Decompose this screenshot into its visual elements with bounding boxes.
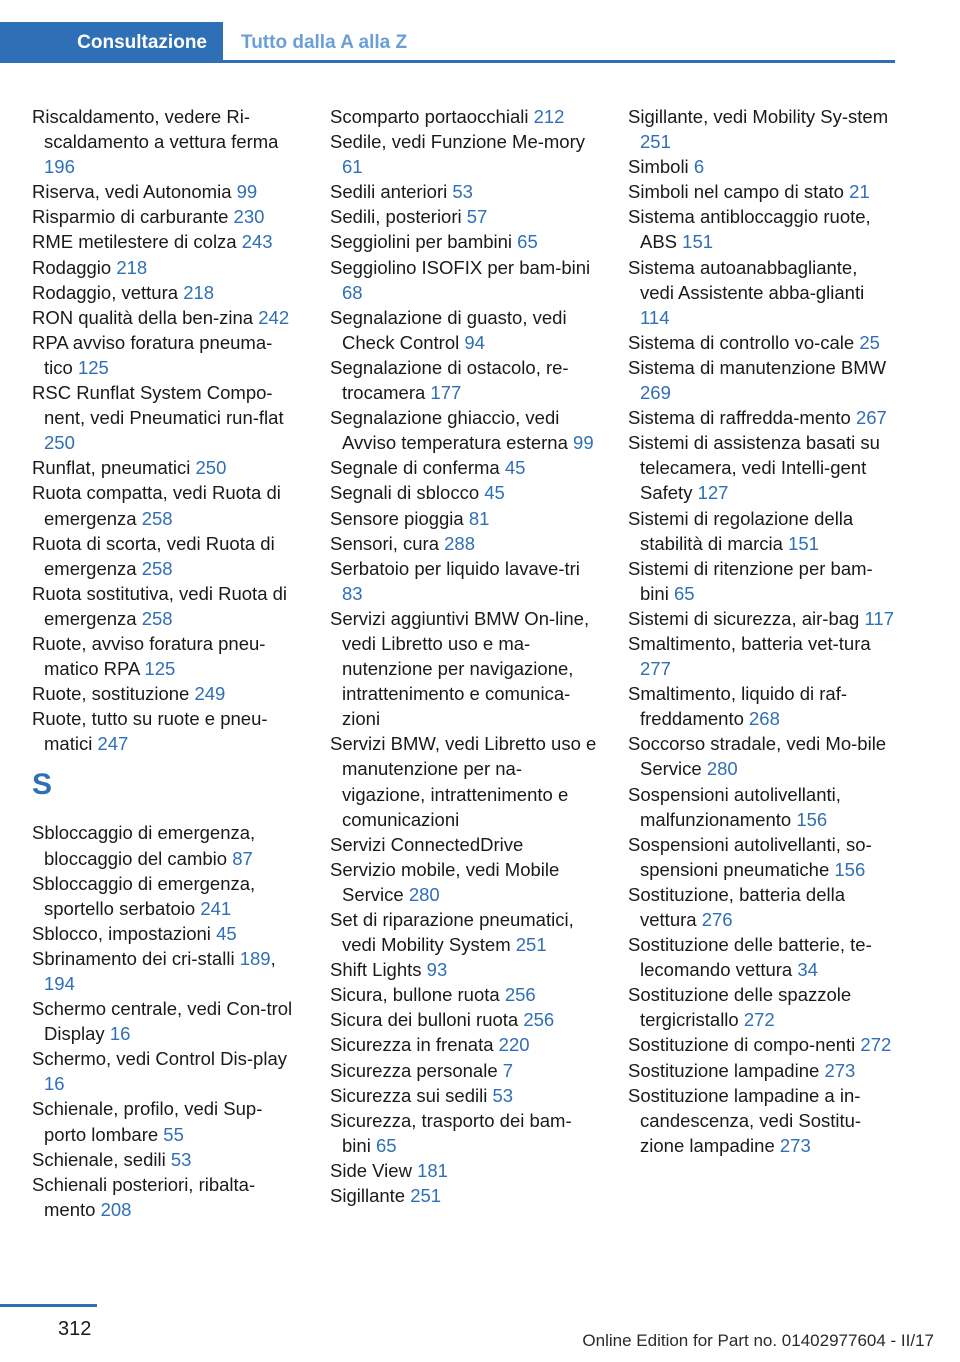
page-reference-link[interactable]: 276 xyxy=(701,909,733,930)
index-entry-text: Sistemi di ritenzione per bam‐bini xyxy=(628,557,873,604)
page-reference-link[interactable]: 250 xyxy=(44,432,75,454)
index-entry-text: Sostituzione, batteria della vettura xyxy=(628,883,845,930)
index-entry-text: Runflat, pneumatici xyxy=(32,457,191,479)
page-reference-link[interactable]: 250 xyxy=(195,457,227,479)
index-entry xyxy=(628,731,896,781)
index-entry xyxy=(32,204,300,229)
index-entry xyxy=(330,1183,598,1208)
page-reference-link[interactable]: 94 xyxy=(464,331,485,353)
page-header xyxy=(0,0,960,64)
index-entry-text: Scomparto portaocchiali xyxy=(330,106,529,127)
index-entry xyxy=(330,104,598,129)
index-entry-text: Sospensioni autolivellanti, malfunzionamento xyxy=(628,783,841,830)
index-entry-text: Simboli xyxy=(628,156,689,178)
index-entry-text: Sistema di controllo vo‐cale xyxy=(628,331,855,353)
index-entry xyxy=(330,305,598,355)
page-reference-link[interactable]: 125 xyxy=(144,658,176,680)
page-reference-link[interactable]: 99 xyxy=(236,181,258,203)
index-entry-text: Schienale, profilo, vedi Sup‐porto lombare xyxy=(32,1098,263,1145)
index-entry-text: Sigillante xyxy=(330,1185,406,1207)
index-entry xyxy=(330,480,598,505)
page-reference-link[interactable]: 127 xyxy=(697,482,729,504)
index-entry xyxy=(330,229,598,254)
page-reference-link[interactable]: 273 xyxy=(779,1134,811,1156)
index-entry-text: Sistema autoanabbagliante, vedi Assistente abba‐glianti xyxy=(628,256,865,303)
index-entry-text: Sicurezza, trasporto dei bam‐bini xyxy=(330,1109,572,1156)
index-column-1 xyxy=(32,104,300,1222)
index-entry xyxy=(330,506,598,531)
index-entry-text: Sicura dei bulloni ruota xyxy=(330,1009,519,1031)
index-column-3 xyxy=(628,104,896,1158)
page-reference-link[interactable]: 93 xyxy=(426,959,448,981)
index-entry xyxy=(330,957,598,982)
page-reference-link[interactable]: 251 xyxy=(515,934,547,956)
index-entry xyxy=(330,907,598,957)
page-reference-link[interactable]: 194 xyxy=(44,973,75,994)
page-reference-link[interactable]: 65 xyxy=(375,1134,397,1156)
index-entry-text: Segnale di conferma xyxy=(330,457,500,479)
page-reference-link[interactable]: 181 xyxy=(417,1159,448,1181)
page-reference-link[interactable]: 267 xyxy=(855,407,887,429)
index-entry-text: Sostituzione delle batterie, te‐lecomando vettura xyxy=(628,934,872,981)
index-entry-text: Servizio mobile, vedi Mobile Service xyxy=(330,858,560,905)
index-entry-text: Sensori, cura xyxy=(330,532,439,554)
index-entry-text: Riscaldamento, vedere Ri‐scaldamento a vettura ferma xyxy=(32,106,279,153)
page-reference-link[interactable]: 258 xyxy=(141,557,173,579)
page-reference-link[interactable]: 273 xyxy=(824,1059,856,1081)
index-entry xyxy=(330,606,598,731)
page-reference-link[interactable]: 258 xyxy=(141,607,173,629)
index-entry xyxy=(330,204,598,229)
index-entry-text: Schienale, sedili xyxy=(32,1148,166,1170)
page-reference-link[interactable]: 218 xyxy=(183,281,215,303)
index-entry-text: Sicura, bullone ruota xyxy=(330,984,500,1006)
index-entry-text: Sbrinamento dei cri‐stalli xyxy=(32,947,235,969)
index-entry-text: Sbloccaggio di emergenza, sportello serbatoio xyxy=(32,872,256,919)
page-reference-link[interactable]: 156 xyxy=(834,858,866,880)
index-entry xyxy=(32,1046,300,1096)
index-entry xyxy=(628,882,896,932)
index-entry xyxy=(32,179,300,204)
page-reference-link[interactable]: 272 xyxy=(743,1009,775,1031)
index-entry-text: Rodaggio, vettura xyxy=(32,281,179,303)
index-entry-text: Sospensioni autolivellanti, so‐spensioni pneumatiche xyxy=(628,833,872,880)
page-reference-link[interactable]: 55 xyxy=(163,1123,184,1145)
page-reference-link[interactable]: 256 xyxy=(504,984,536,1006)
page-reference-link[interactable]: 272 xyxy=(860,1034,892,1056)
index-entry xyxy=(32,631,300,681)
index-entry xyxy=(330,1058,598,1083)
index-entry-text: Segnalazione di guasto, vedi Check Control xyxy=(330,306,567,353)
index-entry-text: Sicurezza sui sedili xyxy=(330,1084,488,1106)
page-reference-link[interactable]: 65 xyxy=(517,231,538,253)
index-entry-text: Shift Lights xyxy=(330,959,422,981)
page-number: 312 xyxy=(58,1318,92,1340)
index-entry xyxy=(32,229,300,254)
page-reference-link[interactable]: 288 xyxy=(444,532,476,554)
index-entry-text: Smaltimento, liquido di raf‐freddamento xyxy=(628,683,848,730)
index-entry xyxy=(628,1032,896,1057)
index-entry xyxy=(32,1096,300,1146)
index-entry-text: Servizi aggiuntivi BMW On‐line, vedi Libretto uso e ma‐nutenzione per navigazione, intrattenimento e comunica‐zioni xyxy=(330,607,590,730)
index-entry xyxy=(32,330,300,380)
index-entry-text: Sicurezza personale xyxy=(330,1059,498,1081)
index-entry-text: Servizi BMW, vedi Libretto uso e manutenzione per na‐vigazione, intrattenimento e comunicazioni xyxy=(330,733,597,830)
page-reference-link[interactable]: 212 xyxy=(533,106,565,127)
index-entry xyxy=(330,179,598,204)
index-entry xyxy=(32,531,300,581)
index-entry-text: Sblocco, impostazioni xyxy=(32,922,211,944)
page-reference-link[interactable]: 34 xyxy=(797,959,818,981)
page-reference-link[interactable]: 6 xyxy=(693,156,705,178)
page-reference-link[interactable]: 45 xyxy=(504,457,526,479)
index-entry-text: Sostituzione lampadine xyxy=(628,1059,820,1081)
index-entry xyxy=(628,506,896,556)
page-reference-link[interactable]: 280 xyxy=(408,883,440,905)
page-reference-link[interactable]: 57 xyxy=(466,206,488,228)
index-entry xyxy=(330,982,598,1007)
index-entry-text: RME metilestere di colza xyxy=(32,231,237,253)
index-entry xyxy=(330,405,598,455)
index-entry xyxy=(32,280,300,305)
page-reference-link[interactable]: 87 xyxy=(232,847,253,869)
page-reference-link[interactable]: 251 xyxy=(640,131,671,153)
index-entry xyxy=(628,782,896,832)
page-reference-link[interactable]: 269 xyxy=(640,382,671,404)
index-entry xyxy=(628,681,896,731)
page-reference-link[interactable]: 117 xyxy=(864,607,894,629)
index-entry xyxy=(32,871,300,921)
page-reference-link[interactable]: 45 xyxy=(216,922,237,944)
page-reference-link[interactable]: 243 xyxy=(241,231,273,253)
header-divider xyxy=(0,60,895,63)
index-entry xyxy=(628,104,896,154)
index-entry xyxy=(330,832,598,857)
index-entry xyxy=(330,1083,598,1108)
index-entry-text: Seggiolini per bambini xyxy=(330,231,513,253)
index-entry xyxy=(628,556,896,606)
index-entry-text: Segnalazione ghiaccio, vedi Avviso temperatura esterna xyxy=(330,407,568,454)
index-entry-text: Soccorso stradale, vedi Mo‐bile Service xyxy=(628,733,887,780)
index-entry-text: Sedile, vedi Funzione Me‐mory xyxy=(330,131,585,153)
index-entry xyxy=(32,921,300,946)
index-entry xyxy=(32,996,300,1046)
index-entry-text: Ruota compatta, vedi Ruota di emergenza xyxy=(32,482,281,529)
footer-divider xyxy=(0,1304,97,1307)
index-entry-text: Ruote, tutto su ruote e pneu‐matici xyxy=(32,708,268,755)
tab-consultazione[interactable]: Consultazione xyxy=(0,22,223,63)
index-entry xyxy=(628,179,896,204)
page-reference-link[interactable]: 151 xyxy=(788,532,819,554)
index-entry xyxy=(330,731,598,831)
index-entry: Sbrinamento dei cri‐stalli 189, 194 xyxy=(32,947,276,994)
index-entry xyxy=(330,455,598,480)
index-entry-text: Side View xyxy=(330,1159,412,1181)
page-reference-link[interactable]: 230 xyxy=(233,206,265,228)
index-entry xyxy=(330,556,598,606)
index-entry-text: Riserva, vedi Autonomia xyxy=(32,181,232,203)
index-entry-text: Ruote, avviso foratura pneu‐matico RPA xyxy=(32,632,266,680)
page-reference-link[interactable]: 241 xyxy=(200,897,232,919)
page-reference-link[interactable]: 277 xyxy=(640,658,671,680)
index-entry xyxy=(628,1083,896,1158)
index-entry-text: Schermo centrale, vedi Con‐trol Display xyxy=(32,998,293,1045)
page-reference-link[interactable]: 208 xyxy=(100,1198,132,1220)
index-entry-text: Sostituzione di compo‐nenti xyxy=(628,1034,856,1056)
page-reference-link[interactable]: 83 xyxy=(342,582,363,604)
index-entry xyxy=(628,204,896,254)
index-entry-text: Sostituzione lampadine a in‐candescenza, vedi Sostitu‐zione lampadine xyxy=(628,1084,862,1156)
page-reference-link[interactable]: 16 xyxy=(109,1023,131,1045)
index-entry xyxy=(628,355,896,405)
index-entry xyxy=(32,706,300,756)
index-entry-text: RSC Runflat System Compo‐nent, vedi Pneumatici run‐flat xyxy=(32,382,284,429)
index-entry-text: Ruote, sostituzione xyxy=(32,683,190,705)
index-entry xyxy=(330,129,598,179)
index-entry xyxy=(330,255,598,305)
index-entry xyxy=(628,330,896,355)
index-entry xyxy=(628,405,896,430)
page-reference-link[interactable]: 25 xyxy=(859,331,880,353)
page-reference-link[interactable]: 196 xyxy=(44,156,75,178)
page-reference-link[interactable]: 53 xyxy=(492,1084,514,1106)
index-entry-text: Ruota di scorta, vedi Ruota di emergenza xyxy=(32,532,275,579)
page-reference-link[interactable]: 81 xyxy=(468,507,490,529)
page-reference-link[interactable]: 151 xyxy=(682,231,714,253)
index-entry xyxy=(628,255,896,330)
index-entry-text: RPA avviso foratura pneuma‐tico xyxy=(32,331,273,378)
page-reference-link[interactable]: 114 xyxy=(640,306,670,328)
page-reference-link[interactable]: 61 xyxy=(342,156,363,178)
index-entry-text: Simboli nel campo di stato xyxy=(628,181,844,203)
index-entry-text: Sistema di raffredda‐mento xyxy=(628,407,851,429)
index-entry-text: Servizi ConnectedDrive xyxy=(330,833,524,855)
index-entry xyxy=(628,430,896,505)
page-reference-link[interactable]: 251 xyxy=(410,1185,442,1207)
index-entry xyxy=(330,1007,598,1032)
page-reference-link[interactable]: 156 xyxy=(796,808,828,830)
index-entry xyxy=(330,1158,598,1183)
page-reference-link[interactable]: 7 xyxy=(502,1059,514,1081)
page-reference-link[interactable]: 99 xyxy=(573,432,594,454)
index-entry-text: Sedili anteriori xyxy=(330,181,448,203)
page-reference-link[interactable]: 125 xyxy=(77,356,109,378)
index-entry-text: Sbloccaggio di emergenza, bloccaggio del cambio xyxy=(32,822,256,869)
index-entry-text: Sistema antibloccaggio ruote, ABS xyxy=(628,206,871,253)
index-entry xyxy=(32,1147,300,1172)
page-reference-link[interactable]: 218 xyxy=(116,256,148,278)
index-entry-text: Schermo, vedi Control Dis‐play xyxy=(32,1048,287,1070)
page-reference-link[interactable]: 280 xyxy=(706,758,738,780)
index-entry-text: Sicurezza in frenata xyxy=(330,1034,494,1056)
index-entry-text: Sostituzione delle spazzole tergicristallo xyxy=(628,984,852,1031)
page-reference-link[interactable]: 45 xyxy=(484,482,505,504)
index-entry-text: Sedili, posteriori xyxy=(330,206,462,228)
index-entry-text: Schienali posteriori, ribalta‐mento xyxy=(32,1173,256,1220)
page-reference-link[interactable]: 53 xyxy=(170,1148,192,1170)
index-entry-text: RON qualità della ben‐zina xyxy=(32,306,254,328)
index-entry xyxy=(32,255,300,280)
index-entry xyxy=(330,531,598,556)
index-entry-text: Sigillante, vedi Mobility Sy‐stem xyxy=(628,106,889,127)
page-reference-link[interactable]: 258 xyxy=(141,507,173,529)
edition-note: Online Edition for Part no. 01402977604 - II/17 xyxy=(582,1331,934,1350)
index-entry xyxy=(330,1108,598,1158)
index-entry-text: Seggiolino ISOFIX per bam‐bini xyxy=(330,256,591,278)
index-entry-text: Sistemi di assistenza basati su telecamera, vedi Intelli‐gent Safety xyxy=(628,432,880,504)
index-entry-text: Risparmio di carburante xyxy=(32,206,229,228)
index-entry xyxy=(628,1058,896,1083)
page-reference-link[interactable]: 65 xyxy=(673,582,695,604)
index-entry xyxy=(330,1032,598,1057)
index-entry xyxy=(32,681,300,706)
index-entry-text: Sistema di manutenzione BMW xyxy=(628,356,887,378)
page-reference-link[interactable]: 249 xyxy=(194,683,226,705)
index-entry xyxy=(32,581,300,631)
index-entry xyxy=(32,305,300,330)
index-entry xyxy=(32,1172,300,1222)
index-entry xyxy=(628,631,896,681)
page-reference-link[interactable]: 53 xyxy=(452,181,473,203)
page-reference-link[interactable]: 242 xyxy=(258,306,290,328)
index-entry xyxy=(32,820,300,870)
page-reference-link[interactable]: 268 xyxy=(749,708,780,730)
index-entry-text: Segnali di sblocco xyxy=(330,482,480,504)
index-entry xyxy=(628,606,896,631)
page-reference-link[interactable]: 68 xyxy=(342,281,363,303)
page-reference-link[interactable]: 177 xyxy=(430,382,462,404)
index-entry-text: Sensore pioggia xyxy=(330,507,464,529)
index-entry xyxy=(32,455,300,480)
index-entry xyxy=(330,857,598,907)
index-entry xyxy=(32,104,300,179)
index-entry-text: Rodaggio xyxy=(32,256,112,278)
index-entry-text: Smaltimento, batteria vet‐tura xyxy=(628,632,871,654)
page-reference-link[interactable]: 256 xyxy=(523,1009,555,1031)
index-entry-text: Sistemi di regolazione della stabilità di marcia xyxy=(628,507,854,554)
index-entry-text: Sistemi di sicurezza, air‐bag xyxy=(628,607,860,629)
section-letter: S xyxy=(32,768,53,802)
index-entry xyxy=(32,380,300,455)
index-column-2 xyxy=(330,104,598,1208)
index-entry-text: Set di riparazione pneumatici, vedi Mobility System xyxy=(330,909,574,956)
index-entry xyxy=(32,480,300,530)
page-reference-link[interactable]: 220 xyxy=(498,1034,530,1056)
page-reference-link[interactable]: 247 xyxy=(97,733,129,755)
tab-tutto-dalla-a-alla-z[interactable]: Tutto dalla A alla Z xyxy=(241,31,408,53)
index-entry xyxy=(628,982,896,1032)
page-reference-link[interactable]: 21 xyxy=(849,181,870,203)
index-entry xyxy=(628,832,896,882)
index-entry xyxy=(628,932,896,982)
index-entry-text: Ruota sostitutiva, vedi Ruota di emergenza xyxy=(32,582,288,629)
page-reference-link[interactable]: 189 xyxy=(239,947,271,969)
index-entry xyxy=(628,154,896,179)
page-reference-link[interactable]: 16 xyxy=(44,1073,65,1095)
index-entry-text: Segnalazione di ostacolo, re‐trocamera xyxy=(330,356,569,404)
index-entry-text: Serbatoio per liquido lavave‐tri xyxy=(330,557,580,579)
index-entry xyxy=(330,355,598,405)
